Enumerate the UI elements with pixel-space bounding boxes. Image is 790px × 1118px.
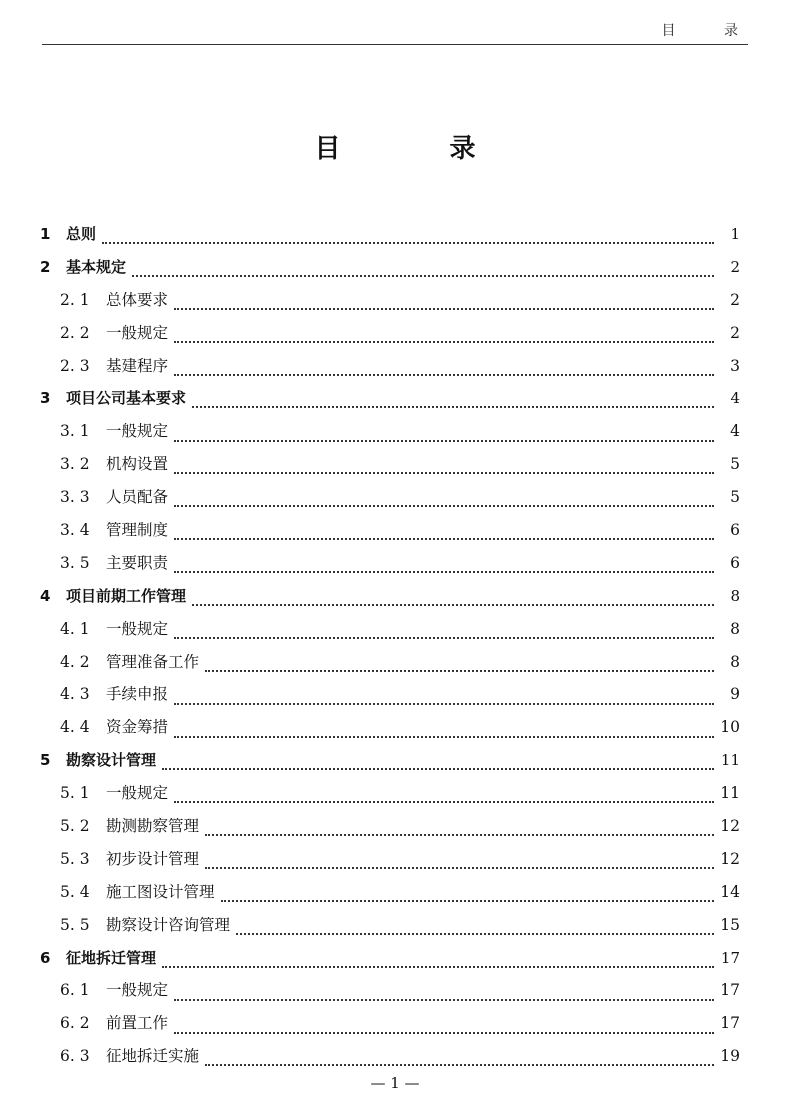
toc-section-entry[interactable] (40, 876, 740, 909)
toc-entry-page: 4 (730, 422, 740, 441)
toc-section-entry[interactable] (40, 711, 740, 744)
dot-leader (236, 917, 714, 935)
toc-entry-number: 3. 1 (60, 422, 90, 441)
toc-entry-page: 14 (720, 882, 740, 901)
toc-entry-title: 手续申报 (106, 685, 169, 704)
toc-entry-page: 2 (730, 290, 740, 309)
dot-leader (174, 556, 714, 574)
toc-entry-number: 5. 1 (60, 784, 90, 803)
toc-entry-page: 17 (720, 981, 740, 1000)
toc-entry-title: 基本规定 (66, 257, 127, 276)
toc-entry-page: 1 (730, 225, 740, 243)
dot-leader (174, 490, 714, 508)
toc-entry-title: 总体要求 (106, 290, 169, 309)
toc-entry-title: 管理制度 (106, 521, 169, 540)
toc-entry-page: 6 (730, 553, 740, 572)
toc-entry-page: 8 (730, 619, 740, 638)
toc-entry-page: 2 (730, 323, 740, 342)
dot-leader (192, 391, 714, 408)
toc-entry-page: 5 (730, 488, 740, 507)
toc-entry-title: 征地拆迁管理 (66, 948, 157, 967)
toc-chapter-entry[interactable] (40, 942, 740, 975)
toc-section-entry[interactable] (40, 974, 740, 1007)
toc-entry-number: 5. 4 (60, 882, 90, 901)
toc-entry-number: 4. 1 (60, 619, 90, 638)
dot-leader (162, 753, 714, 770)
toc-entry-title: 勘察设计管理 (66, 751, 157, 770)
toc-entry-page: 15 (720, 915, 740, 934)
toc-section-entry[interactable] (40, 843, 740, 876)
toc-section-entry[interactable] (40, 646, 740, 679)
toc-entry-page: 2 (730, 257, 740, 276)
dot-leader (205, 654, 714, 672)
toc-chapter-entry[interactable] (40, 382, 740, 415)
toc-entry-number: 1 (40, 225, 51, 243)
toc-entry-title: 一般规定 (106, 784, 169, 803)
toc-entry-title: 前置工作 (106, 1014, 169, 1033)
toc-entry-page: 5 (730, 455, 740, 474)
toc-entry-page: 17 (720, 1014, 740, 1033)
toc-chapter-entry[interactable] (40, 580, 740, 613)
dot-leader (162, 951, 714, 968)
dot-leader (205, 819, 714, 837)
toc-section-entry[interactable] (40, 350, 740, 383)
toc-entry-number: 4. 2 (60, 652, 90, 671)
toc-entry-number: 4 (40, 586, 51, 605)
dot-leader (205, 852, 714, 870)
toc-entry-page: 8 (730, 586, 740, 605)
toc-section-entry[interactable] (40, 284, 740, 317)
toc-section-entry[interactable] (40, 415, 740, 448)
dot-leader (174, 292, 714, 310)
toc-section-entry[interactable] (40, 777, 740, 810)
toc-chapter-entry[interactable] (40, 251, 740, 284)
toc-entry-title: 项目前期工作管理 (66, 586, 187, 605)
toc-entry-title: 勘察设计咨询管理 (106, 915, 231, 934)
dot-leader (174, 457, 714, 475)
dot-leader (174, 1016, 714, 1034)
toc-entry-number: 5. 2 (60, 817, 90, 836)
toc-entry-page: 8 (730, 652, 740, 671)
toc-entry-page: 6 (730, 521, 740, 540)
toc-entry-number: 5 (40, 751, 51, 770)
toc-entry-title: 勘测勘察管理 (106, 817, 200, 836)
toc-entry-number: 6. 3 (60, 1047, 90, 1066)
toc-section-entry[interactable] (40, 1040, 740, 1073)
toc-entry-number: 5. 3 (60, 849, 90, 868)
dot-leader (205, 1049, 714, 1067)
toc-section-entry[interactable] (40, 1007, 740, 1040)
toc-section-entry[interactable] (40, 317, 740, 350)
running-head: 目 录 (661, 23, 760, 39)
table-of-contents (40, 218, 740, 1073)
dot-leader (174, 983, 714, 1001)
toc-entry-page: 9 (730, 685, 740, 704)
toc-entry-page: 11 (720, 751, 740, 770)
toc-section-entry[interactable] (40, 481, 740, 514)
dot-leader (174, 325, 714, 343)
toc-section-entry[interactable] (40, 448, 740, 481)
toc-entry-number: 3 (40, 389, 51, 408)
toc-entry-title: 基建程序 (106, 356, 169, 375)
toc-entry-page: 19 (720, 1047, 740, 1066)
toc-entry-title: 机构设置 (106, 455, 169, 474)
page-title: 目 录 (314, 134, 526, 164)
toc-entry-number: 3. 4 (60, 521, 90, 540)
toc-section-entry[interactable] (40, 613, 740, 646)
dot-leader (174, 720, 714, 738)
toc-entry-number: 2. 3 (60, 356, 90, 375)
dot-leader (174, 358, 714, 376)
dot-leader (174, 621, 714, 639)
toc-entry-number: 4. 4 (60, 718, 90, 737)
dot-leader (174, 786, 714, 804)
toc-entry-title: 主要职责 (106, 553, 169, 572)
dot-leader (192, 589, 714, 606)
toc-entry-number: 6. 1 (60, 981, 90, 1000)
dot-leader (102, 227, 714, 244)
dot-leader (174, 687, 714, 705)
toc-entry-number: 4. 3 (60, 685, 90, 704)
toc-entry-page: 12 (720, 849, 740, 868)
toc-entry-number: 2. 1 (60, 290, 90, 309)
toc-entry-number: 3. 3 (60, 488, 90, 507)
dot-leader (174, 424, 714, 442)
page-number: — 1 — (370, 1074, 420, 1092)
toc-entry-title: 管理准备工作 (106, 652, 200, 671)
header-rule (42, 44, 748, 45)
toc-entry-page: 11 (720, 784, 740, 803)
toc-entry-page: 4 (730, 389, 740, 408)
toc-entry-number: 5. 5 (60, 915, 90, 934)
toc-entry-title: 施工图设计管理 (106, 882, 215, 901)
toc-entry-title: 一般规定 (106, 323, 169, 342)
toc-chapter-entry[interactable] (40, 744, 740, 777)
toc-section-entry[interactable] (40, 810, 740, 843)
toc-entry-title: 一般规定 (106, 619, 169, 638)
toc-section-entry[interactable] (40, 909, 740, 942)
toc-entry-page: 17 (720, 948, 740, 967)
dot-leader (174, 523, 714, 541)
toc-entry-number: 3. 5 (60, 553, 90, 572)
toc-entry-number: 2 (40, 257, 51, 276)
toc-entry-title: 征地拆迁实施 (106, 1047, 200, 1066)
toc-entry-title: 项目公司基本要求 (66, 389, 187, 408)
toc-entry-title: 一般规定 (106, 981, 169, 1000)
toc-section-entry[interactable] (40, 547, 740, 580)
toc-entry-title: 资金筹措 (106, 718, 169, 737)
toc-entry-page: 10 (720, 718, 740, 737)
toc-entry-number: 3. 2 (60, 455, 90, 474)
toc-entry-title: 人员配备 (106, 488, 169, 507)
toc-entry-title: 总则 (66, 225, 97, 243)
toc-entry-title: 初步设计管理 (106, 849, 200, 868)
toc-entry-title: 一般规定 (106, 422, 169, 441)
toc-entry-page: 3 (730, 356, 740, 375)
toc-section-entry[interactable] (40, 678, 740, 711)
toc-chapter-entry[interactable] (40, 218, 740, 251)
dot-leader (132, 260, 714, 277)
toc-entry-number: 2. 2 (60, 323, 90, 342)
toc-entry-number: 6. 2 (60, 1014, 90, 1033)
toc-section-entry[interactable] (40, 514, 740, 547)
toc-entry-number: 6 (40, 948, 51, 967)
toc-entry-page: 12 (720, 817, 740, 836)
dot-leader (221, 885, 714, 903)
